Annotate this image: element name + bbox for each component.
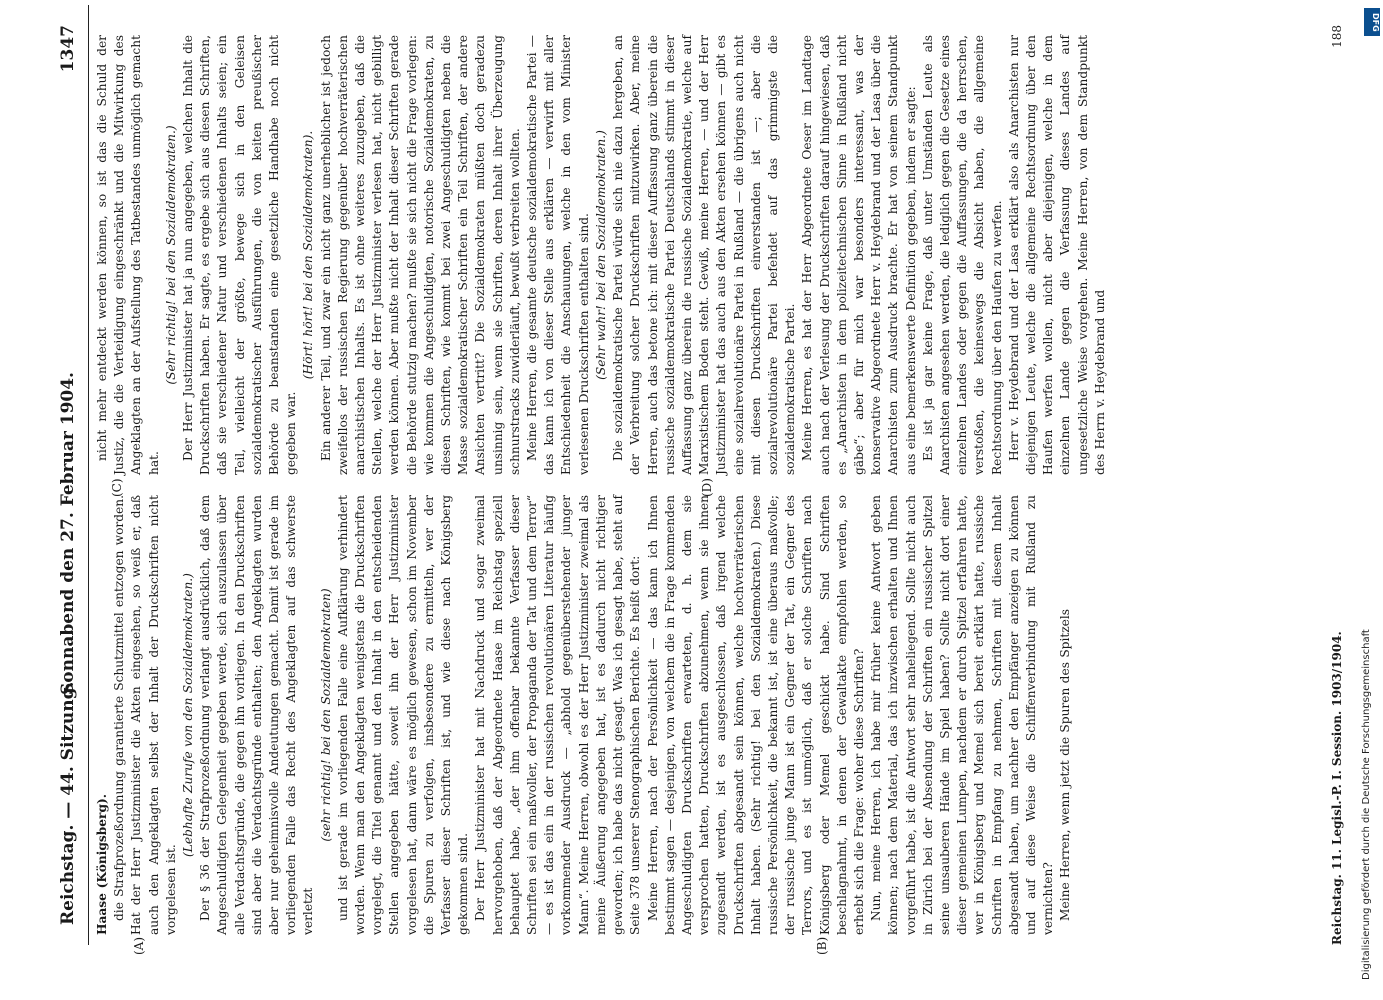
left-column	[94, 495, 1075, 935]
speaker-name: Haase (Königsberg).	[95, 794, 109, 935]
left-paragraph: Nun, meine Herren, ich habe mir früher keine Antwort geben können; nach dem Material, das ich inzwischen erhalten und Ihnen vorgeführt habe, ist die Antwort sehr naheliegend. Sollte nicht auch in Zürich bei der Absendung der Schriften ein russischer Spitzel seine unsauberen Hände im Spiel haben? Sollte nicht dort einer dieser gemeinen Lumpen, nachdem er durch Spitzel erfahren hatte, wer in Königsberg und Memel sich bereit erklärt hatte, russische Schriften in Empfang zu nehmen, Schriften mit diesem Inhalt abgesandt haben, um nachher den Empfänger anzeigen zu können und auf diese Weise die Schiffenverbindung mit Rußland zu vernichten?	[869, 495, 1056, 935]
right-paragraph: Ein anderer Teil, und zwar ein nicht ganz unerheblicher ist jedoch zweifellos der russischen Regierung gegenüber hochverräterischen anarchistischen Inhalts. Es ist ohne weiteres zuzugeben, daß die Stellen, welche der Herr Justizminister verlesen hat, nicht gebilligt werden können. Aber mußte nicht der Inhalt dieser Schriften gerade die Behörde stutzig machen? mußte sie sich nicht die Frage vorlegen: wie kommen die Angeschuldigten, notorische Sozialdemokraten, zu diesen Schriften, wie kommt bei zwei Angeschuldigten neben die Masse sozialdemokratischer Schriften ein Teil Schriften, der andere Ansichten vertritt? Die Sozialdemokraten müßten doch geradezu unsinnig sein, wenn sie Schriften, deren Inhalt ihrer Überzeugung schnurstracks zuwiderläuft, bewußt verbreiten wollten.	[318, 35, 522, 475]
left-paragraph: (sehr richtig! bei den Sozialdemokraten)	[318, 588, 333, 842]
right-paragraph: Meine Herren, die gesamte deutsche sozialdemokratische Partei — das kann ich von dieser Stelle aus erklären — verwirft mit aller Entschiedenheit die Anschauungen, welche in den vom Minister verlesenen Druckschriften enthalten sind.	[525, 35, 591, 475]
rotated-page: Reichstag. — 44. Sitzung. Sonnabend den 27. Februar 1904. 1347 Haase (Königsberg). die Strafprozeßordnung garantierte Schutzmittel entzogen worden. Hat der Herr Justizminister die Akten eingesehen, so weiß er, daß auch den Angeklagten selbst der Inhalt der Druckschriften nicht vorgelesen ist. (Lebhafte Zurufe von den Sozialdemokraten.) Der § 36 der Strafprozeßordnung verlangt ausdrücklich, daß dem Angeschuldigten Gelegenheit gegeben werde, sich auszulassen über alle Verdachtsgründe, die gegen ihn vorliegen. In den Druckschriften sind aber die Verdachtsgründe enthalten; den Angeklagten wurden aber nur geheimnisvolle Andeutungen gemacht. Damit ist gerade im vorliegenden Falle das Recht des Angeklagten auf das schwerste verletzt (sehr richtig! bei den Sozialdemokraten) und ist gerade im vorliegenden Falle eine Aufklärung verhindert worden. Wenn man den Angeklagten wenigstens die Druckschriften vorgelegt, die Titel genannt und den Inhalt in den entscheidenden Stellen angegeben hätte, soweit ihn der Herr Justizminister vorgelesen hat, dann wäre es möglich gewesen, schon im November die Spuren zu verfolgen, insbesondere zu ermitteln, wer der Verfasser dieser Schriften ist, und wie diese nach Königsberg gekommen sind. Der Herr Justizminister hat mit Nachdruck und sogar zweimal hervorgehoben, daß der Abgeordnete Haase im Reichstag speziell behauptet habe, „der ihm offenbar bekannte Verfasser dieser Schriften sei ein maßvoller, der Propaganda der Tat und dem Terror“ — es ist das ein in der russischen revolutionären Literatur häufig vorkommender Ausdruck — „abhold gegenüberstehender junger Mann“. Meine Herren, obwohl es der Herr Justizminister zweimal als meine Äußerung angegeben hat, ist es dadurch nicht richtiger geworden; ich habe das nicht gesagt. Was ich gesagt habe, steht auf Seite 378 unserer Stenographischen Berichte. Es heißt dort: Meine Herren, nach der Persönlichkeit — das kann ich Ihnen bestimmt sagen — desjenigen, von welchem die in Frage kommenden Angeschuldigten Druckschriften erwarteten, d. h. dem sie versprochen hatten, Druckschriften abzunehmen, wenn sie ihnen zugesandt werden, ist es ausgeschlossen, daß irgend welche Druckschriften abgesandt sein können, welche hochverräterischen Inhalt haben. (Sehr richtig! bei den Sozialdemokraten.) Diese russische Persönlichkeit, die bekannt ist, ist eine überaus maßvolle; der russische junge Mann ist ein Gegner der Tat, ein Gegner des Terrors, und es ist unmöglich, daß er solche Schriften nach Königsberg oder Memel geschickt habe. Sind Schriften beschlagnahmt, in denen der Gewaltakte empfohlen werden, so erhebt sich die Frage: woher diese Schriften? Nun, meine Herren, ich habe mir früher keine Antwort geben können; nach dem Material, das ich inzwischen erhalten und Ihnen vorgeführt habe, ist die Antwort sehr naheliegend. Sollte nicht auch in Zürich bei der Absendung der Schriften ein russischer Spitzel seine unsauberen Hände im Spiel haben? Sollte nicht dort einer dieser gemeinen Lumpen, nachdem er durch Spitzel erfahren hatte, wer in Königsberg und Memel sich bereit erklärt hatte, russische Schriften in Empfang zu nehmen, Schriften mit diesem Inhalt abgesandt haben, um nachher den Empfänger anzeigen zu können und auf diese Weise die Schiffenverbindung mit Rußland zu vernichten? Meine Herren, wenn jetzt die Spuren des Spitzels nicht mehr entdeckt werden können, so ist das die Schuld der Justiz, die die Verteidigung eingeschränkt und die Mitwirkung des Angeklagten an der Aufstellung des Tatbestandes unmöglich gemacht hat. (Sehr richtig! bei den Sozialdemokraten.) Der Herr Justizminister hat ja nun angegeben, welchen Inhalt die Druckschriften haben. Er sagte, es ergebe sich aus diesen Schriften, daß sie verschiedener Natur und verschiedenen Inhalts seien; ein Teil, vielleicht der größte, bewege sich in den Geleisen sozialdemokratischer Ausführungen, die von keiten preußischer Behörde zu beanstanden eine gesetzliche Handhabe noch nicht gegeben war. (Hört! hört! bei den Sozialdemokraten). Ein anderer Teil, und zwar ein nicht ganz unerheblicher ist jedoch zweifellos der russischen Regierung gegenüber hochverräterischen anarchistischen Inhalts. Es ist ohne weiteres zuzugeben, daß die Stellen, welche der Herr Justizminister verlesen hat, nicht gebilligt werden können. Aber mußte nicht der Inhalt dieser Schriften gerade die Behörde stutzig machen? mußte sie sich nicht die Frage vorlegen: wie kommen die Angeschuldigten, notorische Sozialdemokraten, zu diesen Schriften, wie kommt bei zwei Angeschuldigten neben die Masse sozialdemokratischer Schriften ein Teil Schriften, der andere Ansichten vertritt? Die Sozialdemokraten müßten doch geradezu unsinnig sein, wenn sie Schriften, deren Inhalt ihrer Überzeugung schnurstracks zuwiderläuft, bewußt verbreiten wollten. Meine Herren, die gesamte deutsche sozialdemokratische Partei — das kann ich von dieser Stelle aus erklären — verwirft mit aller Entschiedenheit die Anschauungen, welche in den vom Minister verlesenen Druckschriften enthalten sind. (Sehr wahr! bei den Sozialdemokraten.) Die sozialdemokratische Partei würde sich nie dazu hergeben, an der Verbreitung solcher Druckschriften mitzuwirken. Aber, meine Herren, auch das betone ich: mit dieser Auffassung ganz überein die russische sozialdemokratische Partei Deutschlands stimmt in dieser Auffassung ganz überein die russische Sozialdemokratie, welche auf Marxistischem Boden steht. Gewiß, meine Herren, — und der Herr Justizminister hat das auch aus den Akten ersehen können — gibt es eine sozialrevolutionäre Partei in Rußland — die übrigens auch nicht mit diesen Druckschriften einverstanden ist —; aber die sozialrevolutionäre Partei befehdet auf das grimmigste die sozialdemokratische Partei. Meine Herren, es hat der Herr Abgeordnete Oeser im Landtage auch nach der Verlesung der Druckschriften darauf hingewiesen, daß es „Anarchisten in dem polizeitechnischen Sinne in Rußland nicht gäbe“; aber für mich war besonders interessant, was der konservative Abgeordnete Herr v. Heydebrand und der Lasa über die Anarchisten zum Ausdruck brachte. Er hat von seinem Standpunkt aus eine bemerkenswerte Definition gegeben, indem er sagte: Es ist ja gar keine Frage, daß unter Umständen Leute als Anarchisten angesehen werden, die lediglich gegen die Gesetze eines einzelnen Landes oder gegen die Auffassungen, die da herrschen, verstoßen, die keineswegs die Absicht haben, die allgemeine Rechtsordnung über den Haufen zu werfen. Herr v. Heydebrand und der Lasa erklärt also als Anarchisten nur diejenigen Leute, welche die allgemeine Rechtsordnung über den Haufen werfen wollen, nicht aber diejenigen, welche in dem einzelnen Lande gegen die Verfassung dieses Landes auf ungesetzliche Weise vorgehen. Meine Herren, von dem Standpunkt des Herrn v. Heydebrand und (A) (B) (C) (D) Reichstag. 11. Legisl.-P. I. Session. 1903/1904. 188	[40, 0, 1360, 985]
right-column-body	[94, 35, 1109, 475]
right-paragraph: Es ist ja gar keine Frage, daß unter Umständen Leute als Anarchisten angesehen werden, die lediglich gegen die Gesetze eines einzelnen Landes oder gegen die Auffassungen, die da herrschen, verstoßen, die keineswegs die Absicht haben, die allgemeine Rechtsordnung über den Haufen zu werfen.	[920, 35, 1004, 475]
left-paragraph: und ist gerade im vorliegenden Falle eine Aufklärung verhindert worden. Wenn man den Angeklagten wenigstens die Druckschriften vorgelegt, die Titel genannt und den Inhalt in den entscheidenden Stellen angegeben hätte, soweit ihn der Herr Justizminister vorgelesen hat, dann wäre es möglich gewesen, schon im November die Spuren zu verfolgen, insbesondere zu ermitteln, wer der Verfasser dieser Schriften ist, und wie diese nach Königsberg gekommen sind.	[335, 495, 471, 935]
right-paragraph: (Sehr wahr! bei den Sozialdemokraten.)	[593, 130, 608, 380]
page-number: 1347	[58, 25, 78, 73]
header-rule	[88, 5, 89, 945]
right-paragraph: Der Herr Justizminister hat ja nun angegeben, welchen Inhalt die Druckschriften haben. Er sagte, es ergebe sich aus diesen Schriften, daß sie verschiedener Natur und verschiedenen Inhalts seien; ein Teil, vielleicht der größte, bewege sich in den Geleisen sozialdemokratischer Ausführungen, die von keiten preußischer Behörde zu beanstanden eine gesetzliche Handhabe noch nicht gegeben war.	[181, 35, 299, 475]
funding-note: Digitalisierung gefördert durch die Deutsche Forschungsgemeinschaft	[1361, 629, 1372, 980]
margin-marker-c: (C)	[110, 478, 124, 497]
right-paragraph: Herr v. Heydebrand und der Lasa erklärt also als Anarchisten nur diejenigen Leute, welche die allgemeine Rechtsordnung über den Haufen werfen wollen, nicht aber diejenigen, welche in dem einzelnen Lande gegen die Verfassung dieses Landes auf ungesetzliche Weise vorgehen. Meine Herren, von dem Standpunkt des Herrn v. Heydebrand und	[1006, 35, 1107, 475]
margin-marker-b: (B)	[815, 936, 829, 955]
margin-marker-d: (D)	[700, 478, 714, 497]
margin-marker-a: (A)	[132, 936, 146, 955]
header-center: Sonnabend den 27. Februar 1904.	[58, 372, 78, 695]
right-paragraph: nicht mehr entdeckt werden können, so ist das die Schuld der Justiz, die die Verteidigung eingeschränkt und die Mitwirkung des Angeklagten an der Aufstellung des Tatbestandes unmöglich gemacht hat.	[95, 35, 161, 475]
left-paragraph: Meine Herren, wenn jetzt die Spuren des Spitzels	[1058, 608, 1073, 921]
dfg-logo: DFG	[1364, 8, 1380, 36]
right-paragraph: (Sehr richtig! bei den Sozialdemokraten.)	[163, 125, 178, 385]
left-column-body	[111, 495, 1074, 935]
digitization-sidebar	[1359, 0, 1383, 1000]
right-paragraph: Die sozialdemokratische Partei würde sich nie dazu hergeben, an der Verbreitung solcher Druckschriften mitzuwirken. Aber, meine Herren, auch das betone ich: mit dieser Auffassung ganz überein die russische sozialdemokratische Partei Deutschlands stimmt in dieser Auffassung ganz überein die russische Sozialdemokratie, welche auf Marxistischem Boden steht. Gewiß, meine Herren, — und der Herr Justizminister hat das auch aus den Akten ersehen können — gibt es eine sozialrevolutionäre Partei in Rußland — die übrigens auch nicht mit diesen Druckschriften einverstanden ist —; aber die sozialrevolutionäre Partei befehdet auf das grimmigste die sozialdemokratische Partei.	[611, 35, 798, 475]
left-paragraph: Meine Herren, nach der Persönlichkeit — das kann ich Ihnen bestimmt sagen — desjenigen, von welchem die in Frage kommenden Angeschuldigten Druckschriften erwarteten, d. h. dem sie versprochen hatten, Druckschriften abzunehmen, wenn sie ihnen zugesandt werden, ist es ausgeschlossen, daß irgend welche Druckschriften abgesandt sein können, welche hochverräterischen Inhalt haben. (Sehr richtig! bei den Sozialdemokraten.) Diese russische Persönlichkeit, die bekannt ist, ist eine überaus maßvolle; der russische junge Mann ist ein Gegner der Tat, ein Gegner des Terrors, und es ist unmöglich, daß er solche Schriften nach Königsberg oder Memel geschickt habe. Sind Schriften beschlagnahmt, in denen der Gewaltakte empfohlen werden, so erhebt sich die Frage: woher diese Schriften?	[645, 495, 866, 935]
running-header	[58, 5, 84, 925]
header-left: Reichstag. — 44. Sitzung.	[58, 681, 78, 925]
left-paragraph: die Strafprozeßordnung garantierte Schutzmittel entzogen worden. Hat der Herr Justizminister die Akten eingesehen, so weiß er, daß auch den Angeklagten selbst der Inhalt der Druckschriften nicht vorgelesen ist.	[112, 495, 178, 935]
right-paragraph: Meine Herren, es hat der Herr Abgeordnete Oeser im Landtage auch nach der Verlesung der Druckschriften darauf hingewiesen, daß es „Anarchisten in dem polizeitechnischen Sinne in Rußland nicht gäbe“; aber für mich war besonders interessant, was der konservative Abgeordnete Herr v. Heydebrand und der Lasa über die Anarchisten zum Ausdruck brachte. Er hat von seinem Standpunkt aus eine bemerkenswerte Definition gegeben, indem er sagte:	[800, 35, 918, 475]
right-paragraph: (Hört! hört! bei den Sozialdemokraten).	[301, 130, 316, 380]
left-paragraph: Der Herr Justizminister hat mit Nachdruck und sogar zweimal hervorgehoben, daß der Abgeordnete Haase im Reichstag speziell behauptet habe, „der ihm offenbar bekannte Verfasser dieser Schriften sei ein maßvoller, der Propaganda der Tat und dem Terror“ — es ist das ein in der russischen revolutionären Literatur häufig vorkommender Ausdruck — „abhold gegenüberstehender junger Mann“. Meine Herren, obwohl es der Herr Justizminister zweimal als meine Äußerung angegeben hat, ist es dadurch nicht richtiger geworden; ich habe das nicht gesagt. Was ich gesagt habe, steht auf Seite 378 unserer Stenographischen Berichte. Es heißt dort:	[473, 495, 643, 935]
right-column	[94, 35, 1109, 475]
left-paragraph: (Lebhafte Zurufe von den Sozialdemokraten.)	[181, 573, 196, 857]
left-paragraph: Der § 36 der Strafprozeßordnung verlangt ausdrücklich, daß dem Angeschuldigten Gelegenheit gegeben werde, sich auszulassen über alle Verdachtsgründe, die gegen ihn vorliegen. In den Druckschriften sind aber die Verdachtsgründe enthalten; den Angeklagten wurden aber nur geheimnisvolle Andeutungen gemacht. Damit ist gerade im vorliegenden Falle das Recht des Angeklagten auf das schwerste verletzt	[198, 495, 316, 935]
